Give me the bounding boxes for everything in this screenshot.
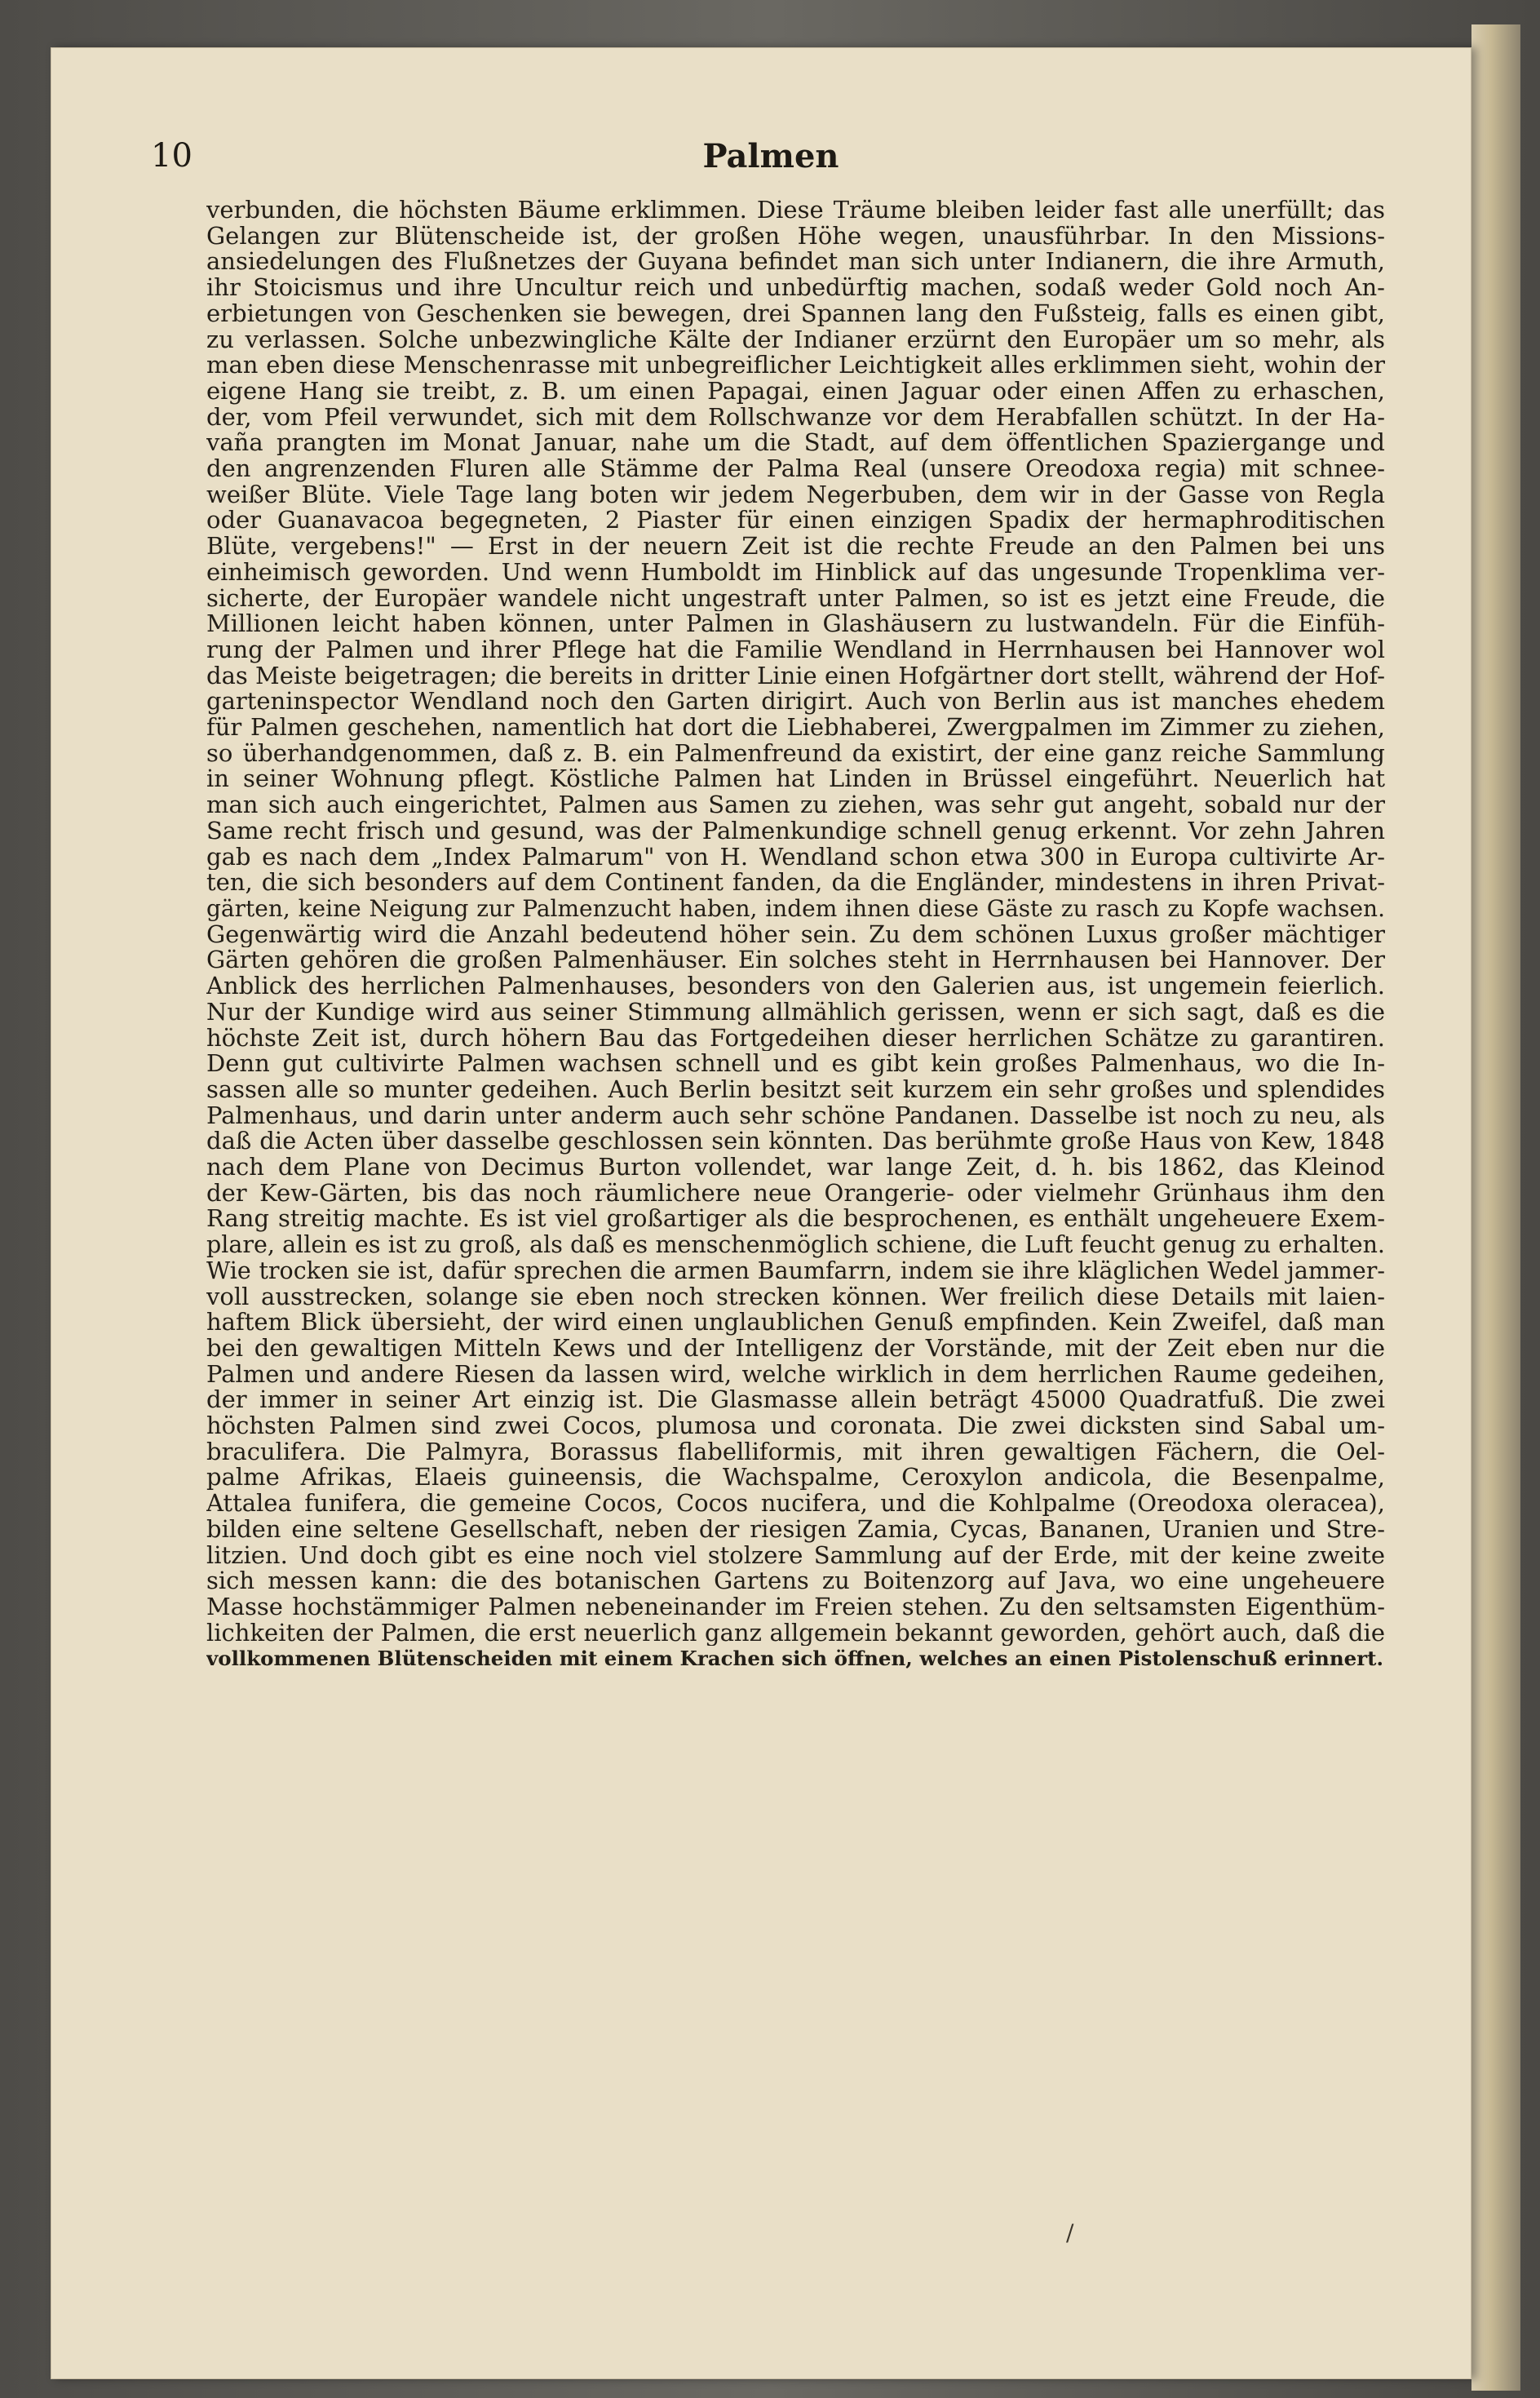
page-header: [151, 137, 1391, 186]
text-line: ihr Stoicismus und ihre Uncultur reich und unbedürftig machen, sodaß weder Gold noch An-: [206, 275, 1385, 301]
text-line: Wie trocken sie ist, dafür sprechen die armen Baumfarrn, indem sie ihre kläglichen Wedel jammer-: [206, 1257, 1385, 1284]
text-line: garteninspector Wendland noch den Garten dirigirt. Auch von Berlin aus ist manches ehedem: [206, 689, 1385, 716]
text-line: Same recht frisch und gesund, was der Palmenkundige schnell genug erkennt. Vor zehn Jahren: [206, 818, 1385, 844]
text-line: vaña prangten im Monat Januar, nahe um die Stadt, auf dem öffentlichen Spaziergange und: [206, 430, 1385, 457]
text-line: Nur der Kundige wird aus seiner Stimmung allmählich gerissen, wenn er sich sagt, daß es die: [206, 999, 1385, 1026]
text-line: höchsten Palmen sind zwei Cocos, plumosa und coronata. Die zwei dicksten sind Sabal um-: [206, 1413, 1385, 1439]
body-text: [206, 197, 1385, 1672]
text-line: Millionen leicht haben können, unter Palmen in Glashäusern zu lustwandeln. Für die Einfüh-: [206, 611, 1385, 637]
text-line: zu verlassen. Solche unbezwingliche Kälte der Indianer erzürnt den Europäer um so mehr, als: [206, 326, 1385, 353]
text-line: braculifera. Die Palmyra, Borassus flabelliformis, mit ihren gewaltigen Fächern, die Oel-: [206, 1438, 1385, 1465]
text-line: sassen alle so munter gedeihen. Auch Berlin besitzt seit kurzem ein sehr großes und splendides: [206, 1076, 1385, 1103]
text-line: der, vom Pfeil verwundet, sich mit dem Rollschwanze vor dem Herabfallen schützt. In der Ha-: [206, 404, 1385, 431]
text-line: voll ausstrecken, solange sie eben noch strecken können. Wer freilich diese Details mit laien-: [206, 1283, 1385, 1310]
text-line: für Palmen geschehen, namentlich hat dort die Liebhaberei, Zwergpalmen im Zimmer zu ziehen,: [206, 715, 1385, 741]
text-line: einheimisch geworden. Und wenn Humboldt im Hinblick auf das ungesunde Tropenklima ver-: [206, 559, 1385, 586]
text-line: bilden eine seltene Gesellschaft, neben der riesigen Zamia, Cycas, Bananen, Uranien und Stre-: [206, 1516, 1385, 1543]
page-number: 10: [151, 137, 192, 175]
text-line: weißer Blüte. Viele Tage lang boten wir jedem Negerbuben, dem wir in der Gasse von Regla: [206, 481, 1385, 508]
text-line: der Kew-Gärten, bis das noch räumlichere neue Orangerie- oder vielmehr Grünhaus ihm den: [206, 1180, 1385, 1207]
text-line: in seiner Wohnung pflegt. Köstliche Palmen hat Linden in Brüssel eingeführt. Neuerlich hat: [206, 766, 1385, 793]
text-line: haftem Blick übersieht, der wird einen unglaublichen Genuß empfinden. Kein Zweifel, daß man: [206, 1310, 1385, 1336]
text-line: plare, allein es ist zu groß, als daß es menschenmöglich schiene, die Luft feucht genug zu erhalten.: [206, 1232, 1385, 1258]
text-line: Gegenwärtig wird die Anzahl bedeutend höher sein. Zu dem schönen Luxus großer mächtiger: [206, 921, 1385, 948]
text-line: sicherte, der Europäer wandele nicht ungestraft unter Palmen, so ist es jetzt eine Freude, die: [206, 585, 1385, 612]
text-line: Anblick des herrlichen Palmenhauses, besonders von den Galerien aus, ist ungemein feierlich.: [206, 973, 1385, 1000]
text-line: Attalea funifera, die gemeine Cocos, Cocos nucifera, und die Kohlpalme (Oreodoxa oleracea),: [206, 1491, 1385, 1517]
text-line: Blüte, vergebens!" — Erst in der neuern Zeit ist die rechte Freude an den Palmen bei uns: [206, 534, 1385, 560]
adjacent-page-edge: [1471, 24, 1520, 2391]
text-line: erbietungen von Geschenken sie bewegen, drei Spannen lang den Fußsteig, falls es einen gibt,: [206, 300, 1385, 327]
text-line: so überhandgenommen, daß z. B. ein Palmenfreund da existirt, der eine ganz reiche Sammlung: [206, 740, 1385, 767]
text-line: nach dem Plane von Decimus Burton vollendet, war lange Zeit, d. h. bis 1862, das Kleinod: [206, 1155, 1385, 1181]
text-line: bei den gewaltigen Mitteln Kews und der Intelligenz der Vorstände, mit der Zeit eben nur die: [206, 1335, 1385, 1362]
text-line: das Meiste beigetragen; die bereits in dritter Linie einen Hofgärtner dort stellt, während der Hof-: [206, 663, 1385, 689]
text-line: gärten, keine Neigung zur Palmenzucht haben, indem ihnen diese Gäste zu rasch zu Kopfe wachsen.: [206, 895, 1385, 922]
text-line: vollkommenen Blütenscheiden mit einem Krachen sich öffnen, welches an einen Pistolenschuß erinnert.: [206, 1647, 1383, 1671]
text-line: Gelangen zur Blütenscheide ist, der großen Höhe wegen, unausführbar. In den Missions-: [206, 223, 1385, 250]
text-line: eigene Hang sie treibt, z. B. um einen Papagai, einen Jaguar oder einen Affen zu erhaschen,: [206, 378, 1385, 405]
text-line: man eben diese Menschenrasse mit unbegreiflicher Leichtigkeit alles erklimmen sieht, wohin der: [206, 352, 1385, 379]
text-line: Rang streitig machte. Es ist viel großartiger als die besprochenen, es enthält ungeheuere Exem-: [206, 1206, 1385, 1233]
text-line: höchste Zeit ist, durch höhern Bau das Fortgedeihen dieser herrlichen Schätze zu garantiren.: [206, 1025, 1385, 1052]
text-line: rung der Palmen und ihrer Pflege hat die Familie Wendland in Herrnhausen bei Hannover wol: [206, 636, 1385, 663]
text-line: litzien. Und doch gibt es eine noch viel stolzere Sammlung auf der Erde, mit der keine zweite: [206, 1542, 1385, 1569]
text-line: Masse hochstämmiger Palmen nebeneinander im Freien stehen. Zu den seltsamsten Eigenthüm-: [206, 1593, 1385, 1620]
text-line: man sich auch eingerichtet, Palmen aus Samen zu ziehen, was sehr gut angeht, sobald nur der: [206, 792, 1385, 818]
text-line: daß die Acten über dasselbe geschlossen sein könnten. Das berühmte große Haus von Kew, 1848: [206, 1128, 1385, 1155]
text-line: Palmenhaus, und darin unter anderm auch sehr schöne Pandanen. Dasselbe ist noch zu neu, als: [206, 1102, 1385, 1129]
text-line: ansiedelungen des Flußnetzes der Guyana befindet man sich unter Indianern, die ihre Armuth,: [206, 249, 1385, 276]
running-title: Palmen: [702, 137, 839, 175]
text-line: Denn gut cultivirte Palmen wachsen schnell und es gibt kein großes Palmenhaus, wo die In-: [206, 1051, 1385, 1077]
text-line: Palmen und andere Riesen da lassen wird, welche wirklich in dem herrlichen Raume gedeihen,: [206, 1361, 1385, 1388]
text-line: gab es nach dem „Index Palmarum" von H. Wendland schon etwa 300 in Europa cultivirte Ar-: [206, 844, 1385, 871]
text-line: Gärten gehören die großen Palmenhäuser. Ein solches steht in Herrnhausen bei Hannover. Der: [206, 947, 1385, 974]
text-line: oder Guanavacoa begegneten, 2 Piaster für einen einzigen Spadix der hermaphroditischen: [206, 508, 1385, 534]
text-line: ten, die sich besonders auf dem Continent fanden, da die Engländer, mindestens in ihren Privat-: [206, 870, 1385, 896]
text-line: sich messen kann: die des botanischen Gartens zu Boitenzorg auf Java, wo eine ungeheuere: [206, 1568, 1385, 1594]
text-line: palme Afrikas, Elaeis guineensis, die Wachspalme, Ceroxylon andicola, die Besenpalme,: [206, 1465, 1385, 1492]
text-line: den angrenzenden Fluren alle Stämme der Palma Real (unsere Oreodoxa regia) mit schnee-: [206, 456, 1385, 482]
stray-pen-mark: /: [1066, 2219, 1074, 2246]
text-line: der immer in seiner Art einzig ist. Die Glasmasse allein beträgt 45000 Quadratfuß. Die zwei: [206, 1387, 1385, 1414]
text-line: lichkeiten der Palmen, die erst neuerlich ganz allgemein bekannt geworden, gehört auch, daß die: [206, 1620, 1385, 1647]
text-line: verbunden, die höchsten Bäume erklimmen. Diese Träume bleiben leider fast alle unerfüllt; das: [206, 197, 1385, 224]
